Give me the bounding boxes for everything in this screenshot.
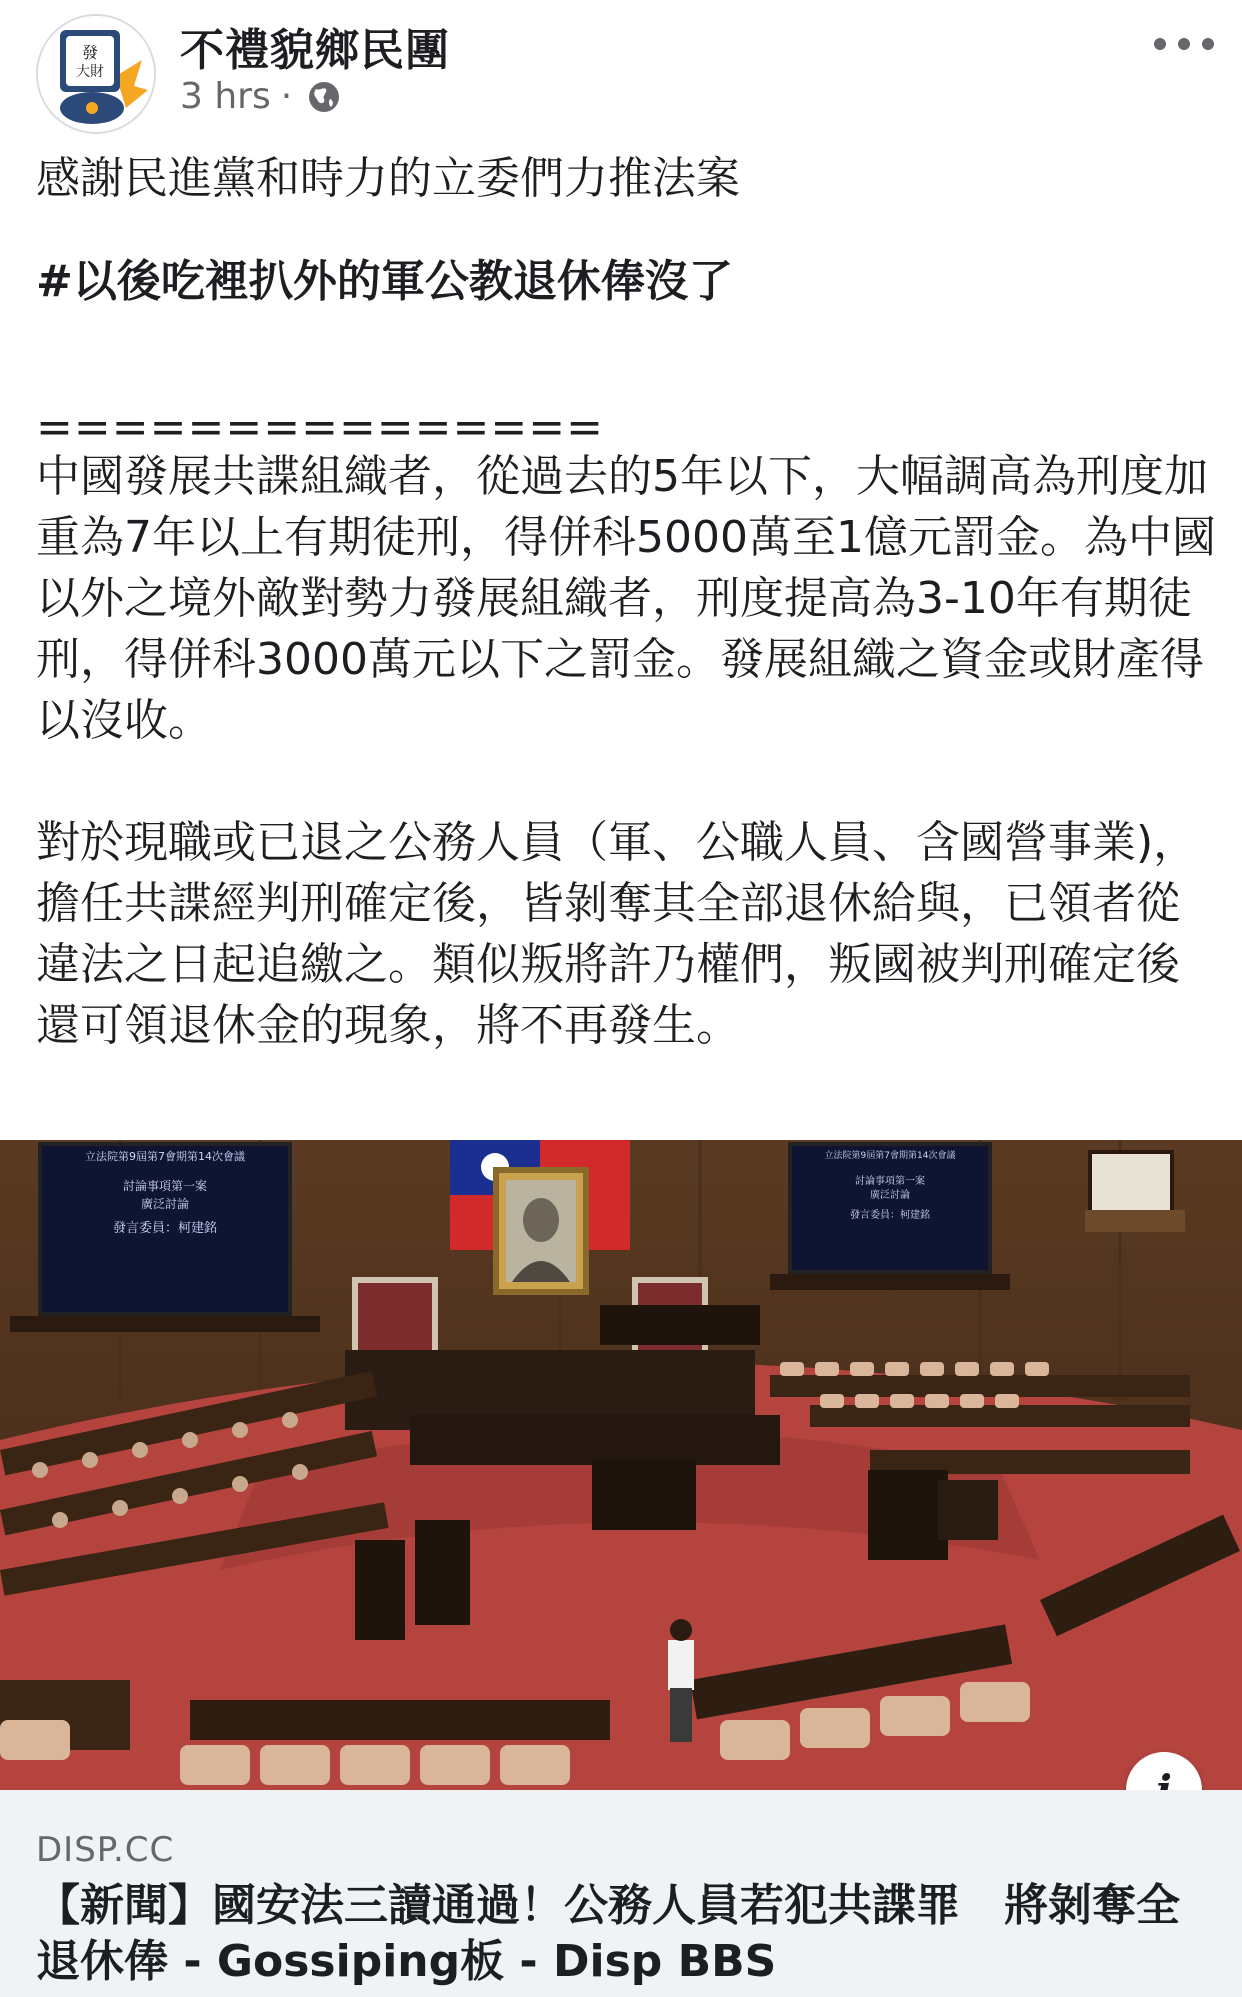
svg-text:廣泛討論: 廣泛討論 [870, 1190, 910, 1201]
post-time[interactable]: 3 hrs [180, 76, 271, 117]
separator-line: =============== [36, 410, 605, 446]
link-domain: DISP.CC [36, 1830, 175, 1870]
post-paragraph-1: 中國發展共諜組織者，從過去的5年以下，大幅調高為刑度加重為7年以上有期徒刑，得併科5000萬至1億元罰金。為中國以外之境外敵對勢力發展組織者，刑度提高為3-10年有期徒刑，得併科3000萬元以下之罰金。發展組織之資金或財產得以沒收。 [36, 451, 1216, 746]
page-name-link[interactable]: 不禮貌鄉民團 [180, 25, 450, 76]
more-horizontal-icon [1154, 38, 1166, 50]
meta-dot: · [280, 76, 293, 117]
svg-text:立法院第9屆第7會期第14次會議: 立法院第9屆第7會期第14次會議 [85, 1150, 245, 1163]
page-avatar[interactable] [36, 14, 156, 134]
right-screen [790, 1144, 990, 1272]
post-meta [180, 76, 342, 117]
more-options-button[interactable] [1154, 24, 1214, 64]
link-preview-image[interactable] [0, 1140, 1242, 1790]
post-header [0, 0, 1242, 140]
post-body [36, 148, 1216, 1056]
svg-text:討論事項第一案: 討論事項第一案 [122, 1179, 208, 1193]
svg-text:立法院第9屆第7會期第14次會議: 立法院第9屆第7會期第14次會議 [824, 1151, 956, 1161]
legislature-photo [0, 1140, 1242, 1790]
hashtag-link[interactable]: #以後吃裡扒外的軍公教退休俸沒了 [36, 256, 733, 307]
svg-text:廣泛討論: 廣泛討論 [140, 1197, 190, 1211]
post-paragraph-2: 對於現職或已退之公務人員（軍、公職人員、含國營事業)，擔任共諜經判刑確定後，皆剝奪其全部退休給與，已領者從違法之日起追繳之。類似叛將許乃權們，叛國被判刑確定後還可領退休金的現象，將不再發生。 [36, 817, 1198, 1051]
avatar-label-top: 發 [81, 43, 99, 62]
avatar-illustration [38, 16, 154, 132]
link-title[interactable]: 【新聞】國安法三讀通過！公務人員若犯共諜罪 將剝奪全退休俸 - Gossiping板 - Disp BBS [36, 1880, 1180, 1987]
svg-text:發言委員：柯建銘: 發言委員：柯建銘 [850, 1210, 930, 1221]
svg-text:發言委員：柯建銘: 發言委員：柯建銘 [112, 1221, 218, 1236]
globe-icon[interactable] [306, 79, 342, 115]
svg-text:討論事項第一案: 討論事項第一案 [855, 1176, 925, 1187]
svg-text:大財: 大財 [76, 64, 104, 80]
post-intro: 感謝民進黨和時力的立委們力推法案 [36, 153, 740, 204]
